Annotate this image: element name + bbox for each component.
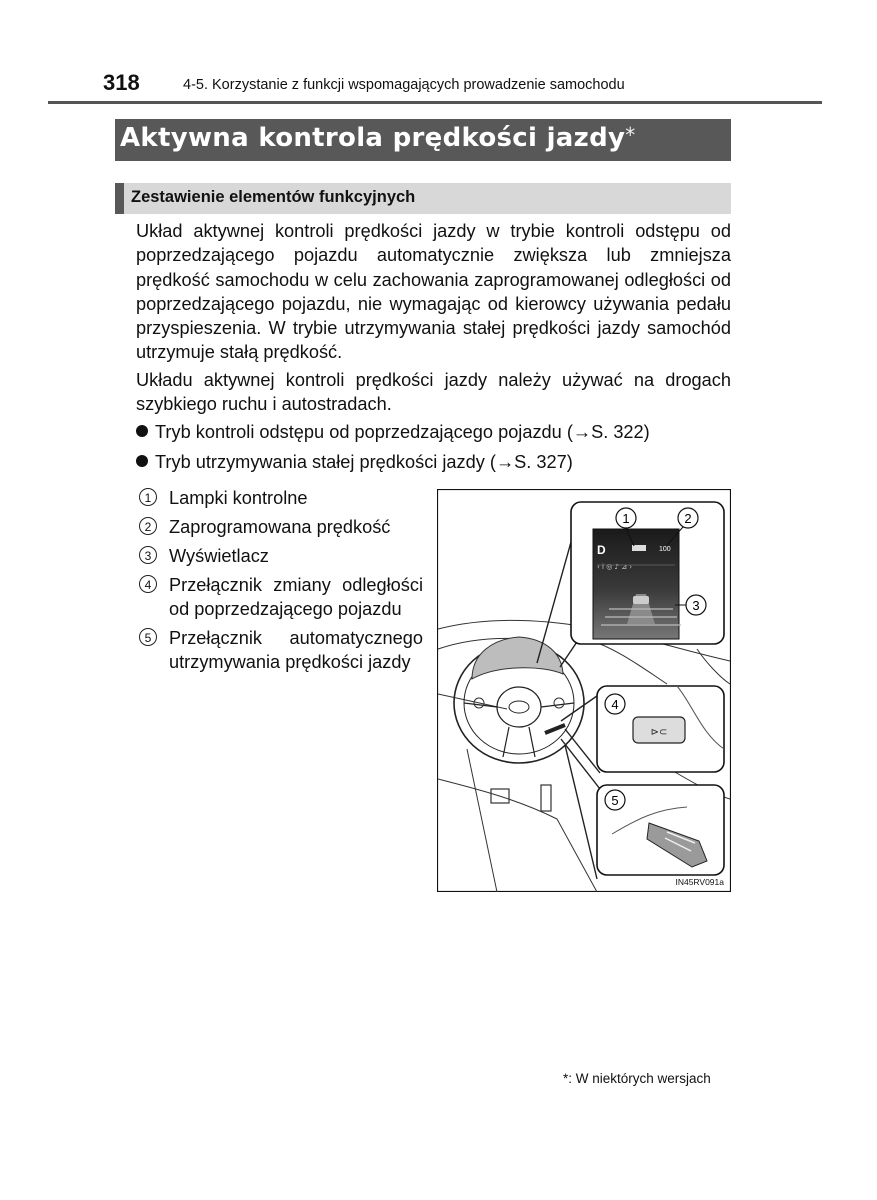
legend-label: Zaprogramowana prędkość bbox=[169, 517, 391, 537]
subheading: Zestawienie elementów funkcyjnych bbox=[115, 183, 731, 214]
legend-label: Przełącznik zmiany odległości od poprzedzającego pojazdu bbox=[169, 575, 423, 620]
callout-number: 4 bbox=[611, 697, 619, 712]
legend-number: 4 bbox=[139, 575, 157, 593]
display-inset bbox=[571, 502, 724, 644]
page-title bbox=[115, 119, 731, 161]
header-rule bbox=[48, 101, 822, 104]
callout-4 bbox=[605, 694, 625, 714]
paragraph-1: Układ aktywnej kontroli prędkości jazdy w trybie kontroli odstępu od poprzedzającego pojazdu automatycznie zwiększa lub zmniejsza prędkość samochodu w celu zachowania zaprogramowanej odległości od poprzedzającego pojazdu, nie wymagając od kierowcy używania pedału przyspieszenia. W trybie utrzymywania stałej prędkości jazdy samochód utrzymuje stałą prędkość. bbox=[136, 221, 731, 363]
distance-switch-inset bbox=[597, 686, 724, 772]
footnote: *: W niektórych wersjach bbox=[563, 1071, 711, 1086]
callout-5 bbox=[605, 790, 625, 810]
bullet-text: Tryb utrzymywania stałej prędkości jazdy (→S. 327) bbox=[155, 452, 573, 472]
legend-number: 3 bbox=[139, 546, 157, 564]
bullet-item bbox=[136, 452, 573, 473]
callout-number: 5 bbox=[611, 793, 619, 808]
bullet-item bbox=[136, 422, 650, 443]
section-header: 4-5. Korzystanie z funkcji wspomagających prowadzenie samochodu bbox=[183, 77, 625, 93]
legend-number: 1 bbox=[139, 488, 157, 506]
bullet-text: Tryb kontroli odstępu od poprzedzającego pojazdu (→S. 322) bbox=[155, 422, 650, 442]
title-asterisk: * bbox=[625, 123, 636, 147]
bullet-dot-icon bbox=[136, 455, 148, 467]
cruise-lever-inset bbox=[597, 785, 724, 875]
cockpit-illustration bbox=[437, 489, 731, 892]
page-number: 318 bbox=[103, 70, 140, 95]
legend-number: 2 bbox=[139, 517, 157, 535]
callout-number: 3 bbox=[692, 598, 700, 613]
callout-number: 1 bbox=[622, 511, 630, 526]
paragraph-2: Układu aktywnej kontroli prędkości jazdy należy używać na drogach szybkiego ruchu i autostradach. bbox=[136, 370, 731, 415]
svg-text:⊳⊂: ⊳⊂ bbox=[650, 727, 668, 738]
figure-code: IN45RV091a bbox=[675, 877, 724, 887]
svg-text:‹ i ◎ ♪ ⊿ ›: ‹ i ◎ ♪ ⊿ › bbox=[597, 563, 633, 571]
legend-label: Wyświetlacz bbox=[169, 546, 269, 566]
callout-number: 2 bbox=[684, 511, 692, 526]
legend-label: Przełącznik automatycznego utrzymywania prędkości jazdy bbox=[169, 628, 423, 673]
display-speed: 100 bbox=[659, 546, 671, 553]
legend-label: Lampki kontrolne bbox=[169, 488, 308, 508]
legend-number: 5 bbox=[139, 628, 157, 646]
display-gear: D bbox=[597, 543, 606, 557]
bullet-dot-icon bbox=[136, 425, 148, 437]
page-title-text: Aktywna kontrola prędkości jazdy bbox=[120, 123, 626, 153]
